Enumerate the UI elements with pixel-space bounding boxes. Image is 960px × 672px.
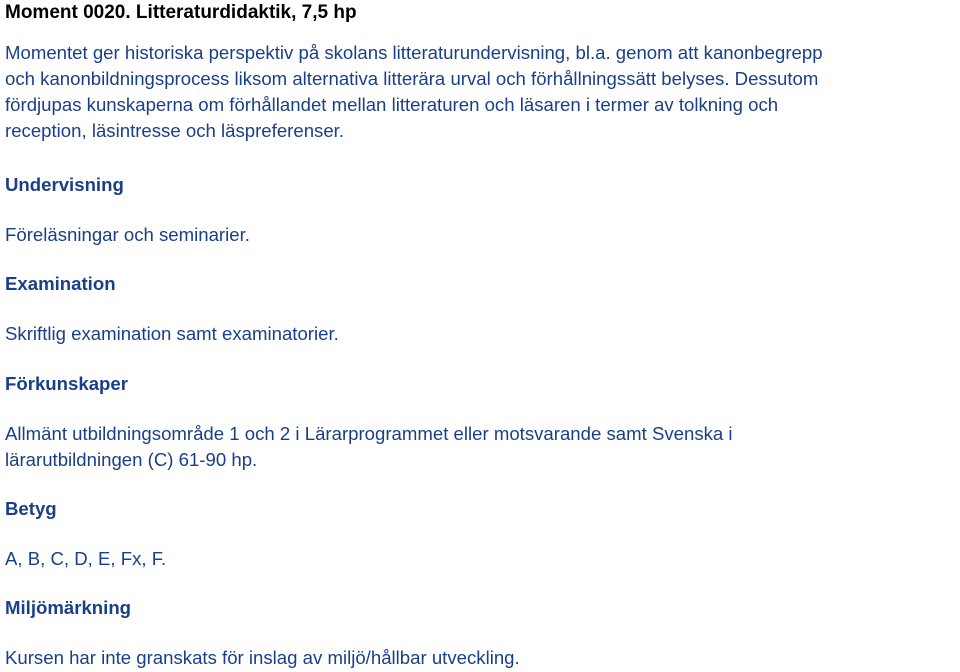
intro-line-1: Momentet ger historiska perspektiv på skolans litteraturundervisning, bl.a. genom att kanonbegrepp bbox=[5, 42, 823, 63]
heading-undervisning: Undervisning bbox=[5, 174, 124, 195]
heading-miljomarkning: Miljömärkning bbox=[5, 597, 132, 618]
intro-line-4: reception, läsintresse och läspreferenser. bbox=[5, 120, 344, 141]
forkunskaper-line-2: lärarutbildningen (C) 61-90 hp. bbox=[5, 449, 258, 470]
heading-examination: Examination bbox=[5, 273, 116, 294]
text-undervisning: Föreläsningar och seminarier. bbox=[5, 224, 250, 245]
document-title: Moment 0020. Litteraturdidaktik, 7,5 hp bbox=[5, 2, 357, 23]
intro-line-2: och kanonbildningsprocess liksom alternativa litterära urval och förhållningssätt belyses. Dessutom bbox=[5, 68, 819, 89]
text-examination: Skriftlig examination samt examinatorier. bbox=[5, 323, 339, 344]
text-betyg: A, B, C, D, E, Fx, F. bbox=[5, 548, 167, 569]
forkunskaper-line-1: Allmänt utbildningsområde 1 och 2 i Lärarprogrammet eller motsvarande samt Svenska i bbox=[5, 423, 733, 444]
intro-paragraph bbox=[5, 40, 955, 144]
text-miljomarkning: Kursen har inte granskats för inslag av miljö/hållbar utveckling. bbox=[5, 647, 520, 668]
heading-forkunskaper: Förkunskaper bbox=[5, 373, 128, 394]
heading-betyg: Betyg bbox=[5, 498, 57, 519]
text-forkunskaper bbox=[5, 421, 955, 473]
intro-line-3: fördjupas kunskaperna om förhållandet mellan litteraturen och läsaren i termer av tolkning och bbox=[5, 94, 779, 115]
